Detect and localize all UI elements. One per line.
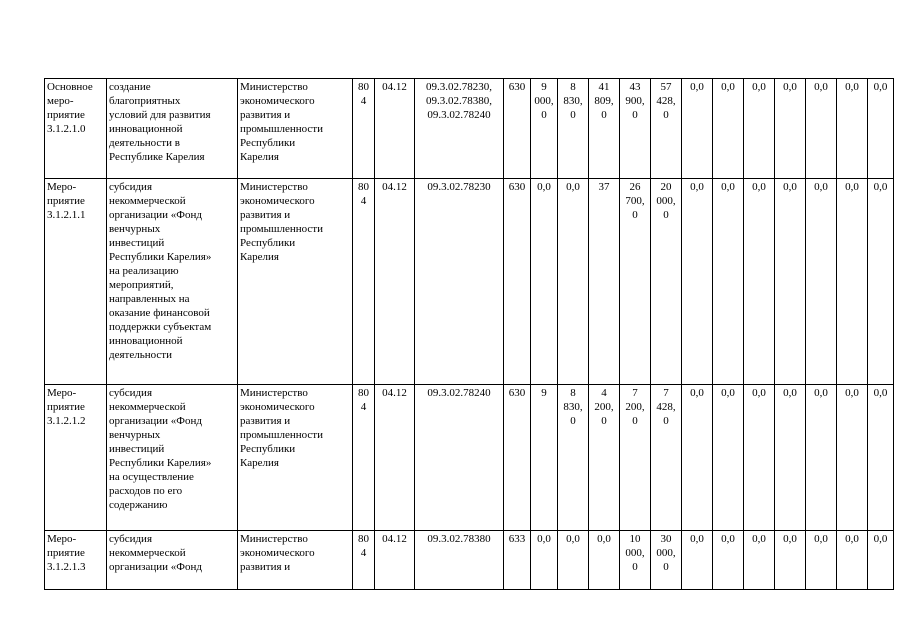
vr-code: 633 [504, 531, 531, 590]
measure-name: Меро- приятие 3.1.2.1.3 [45, 531, 107, 590]
value-cell: 0,0 [775, 79, 806, 179]
value-cell: 0,0 [713, 531, 744, 590]
measure-name: Меро- приятие 3.1.2.1.2 [45, 385, 107, 531]
table-row [45, 179, 894, 385]
value-cell: 0,0 [806, 79, 837, 179]
value-cell: 4 200, 0 [589, 385, 620, 531]
executor: Министерство экономического развития и промышленности Республики Карелия [238, 179, 353, 385]
executor: Министерство экономического развития и промышленности Республики Карелия [238, 79, 353, 179]
measure-description: субсидия некоммерческой организации «Фонд [107, 531, 238, 590]
table-row [45, 385, 894, 531]
value-cell: 0,0 [806, 179, 837, 385]
value-cell: 0,0 [837, 531, 868, 590]
value-cell: 26 700, 0 [620, 179, 651, 385]
value-cell: 0,0 [775, 531, 806, 590]
value-cell: 0,0 [744, 179, 775, 385]
grbs-code: 80 4 [353, 385, 375, 531]
value-cell: 0,0 [713, 79, 744, 179]
rzpr-code: 04.12 [375, 385, 415, 531]
grbs-code: 80 4 [353, 531, 375, 590]
executor: Министерство экономического развития и [238, 531, 353, 590]
value-cell: 0,0 [682, 79, 713, 179]
value-cell: 0,0 [837, 179, 868, 385]
value-cell: 0,0 [744, 385, 775, 531]
value-cell: 0,0 [531, 179, 558, 385]
measure-description: субсидия некоммерческой организации «Фонд венчурных инвестиций Республики Карелия» на реализацию мероприятий, направленных на оказание финансовой поддержки субъектам инновационной деятельности [107, 179, 238, 385]
value-cell: 0,0 [837, 79, 868, 179]
value-cell: 9 [531, 385, 558, 531]
grbs-code: 80 4 [353, 179, 375, 385]
value-cell: 0,0 [682, 385, 713, 531]
measure-name: Основное меро- приятие 3.1.2.1.0 [45, 79, 107, 179]
value-cell: 37 [589, 179, 620, 385]
value-cell: 8 830, 0 [558, 385, 589, 531]
value-cell: 30 000, 0 [651, 531, 682, 590]
rzpr-code: 04.12 [375, 531, 415, 590]
rzpr-code: 04.12 [375, 179, 415, 385]
executor: Министерство экономического развития и промышленности Республики Карелия [238, 385, 353, 531]
value-cell: 41 809, 0 [589, 79, 620, 179]
vr-code: 630 [504, 179, 531, 385]
value-cell: 7 200, 0 [620, 385, 651, 531]
value-cell: 0,0 [682, 179, 713, 385]
table-row [45, 531, 894, 590]
measure-description: субсидия некоммерческой организации «Фонд венчурных инвестиций Республики Карелия» на осуществление расходов по его содержанию [107, 385, 238, 531]
table-row [45, 79, 894, 179]
value-cell: 0,0 [868, 79, 894, 179]
budget-table [44, 78, 894, 590]
value-cell: 0,0 [837, 385, 868, 531]
value-cell: 0,0 [868, 179, 894, 385]
value-cell: 0,0 [558, 531, 589, 590]
csr-code: 09.3.02.78230, 09.3.02.78380, 09.3.02.78240 [415, 79, 504, 179]
value-cell: 0,0 [775, 385, 806, 531]
value-cell: 8 830, 0 [558, 79, 589, 179]
rzpr-code: 04.12 [375, 79, 415, 179]
value-cell: 0,0 [868, 531, 894, 590]
value-cell: 20 000, 0 [651, 179, 682, 385]
value-cell: 7 428, 0 [651, 385, 682, 531]
value-cell: 9 000, 0 [531, 79, 558, 179]
vr-code: 630 [504, 385, 531, 531]
value-cell: 0,0 [531, 531, 558, 590]
value-cell: 43 900, 0 [620, 79, 651, 179]
measure-name: Меро- приятие 3.1.2.1.1 [45, 179, 107, 385]
value-cell: 0,0 [806, 385, 837, 531]
value-cell: 0,0 [589, 531, 620, 590]
value-cell: 0,0 [713, 179, 744, 385]
value-cell: 0,0 [744, 531, 775, 590]
value-cell: 0,0 [868, 385, 894, 531]
vr-code: 630 [504, 79, 531, 179]
value-cell: 0,0 [806, 531, 837, 590]
measure-description: создание благоприятных условий для развития инновационной деятельности в Республике Карелия [107, 79, 238, 179]
grbs-code: 80 4 [353, 79, 375, 179]
value-cell: 10 000, 0 [620, 531, 651, 590]
value-cell: 57 428, 0 [651, 79, 682, 179]
value-cell: 0,0 [744, 79, 775, 179]
csr-code: 09.3.02.78240 [415, 385, 504, 531]
value-cell: 0,0 [713, 385, 744, 531]
csr-code: 09.3.02.78380 [415, 531, 504, 590]
value-cell: 0,0 [558, 179, 589, 385]
value-cell: 0,0 [682, 531, 713, 590]
value-cell: 0,0 [775, 179, 806, 385]
csr-code: 09.3.02.78230 [415, 179, 504, 385]
